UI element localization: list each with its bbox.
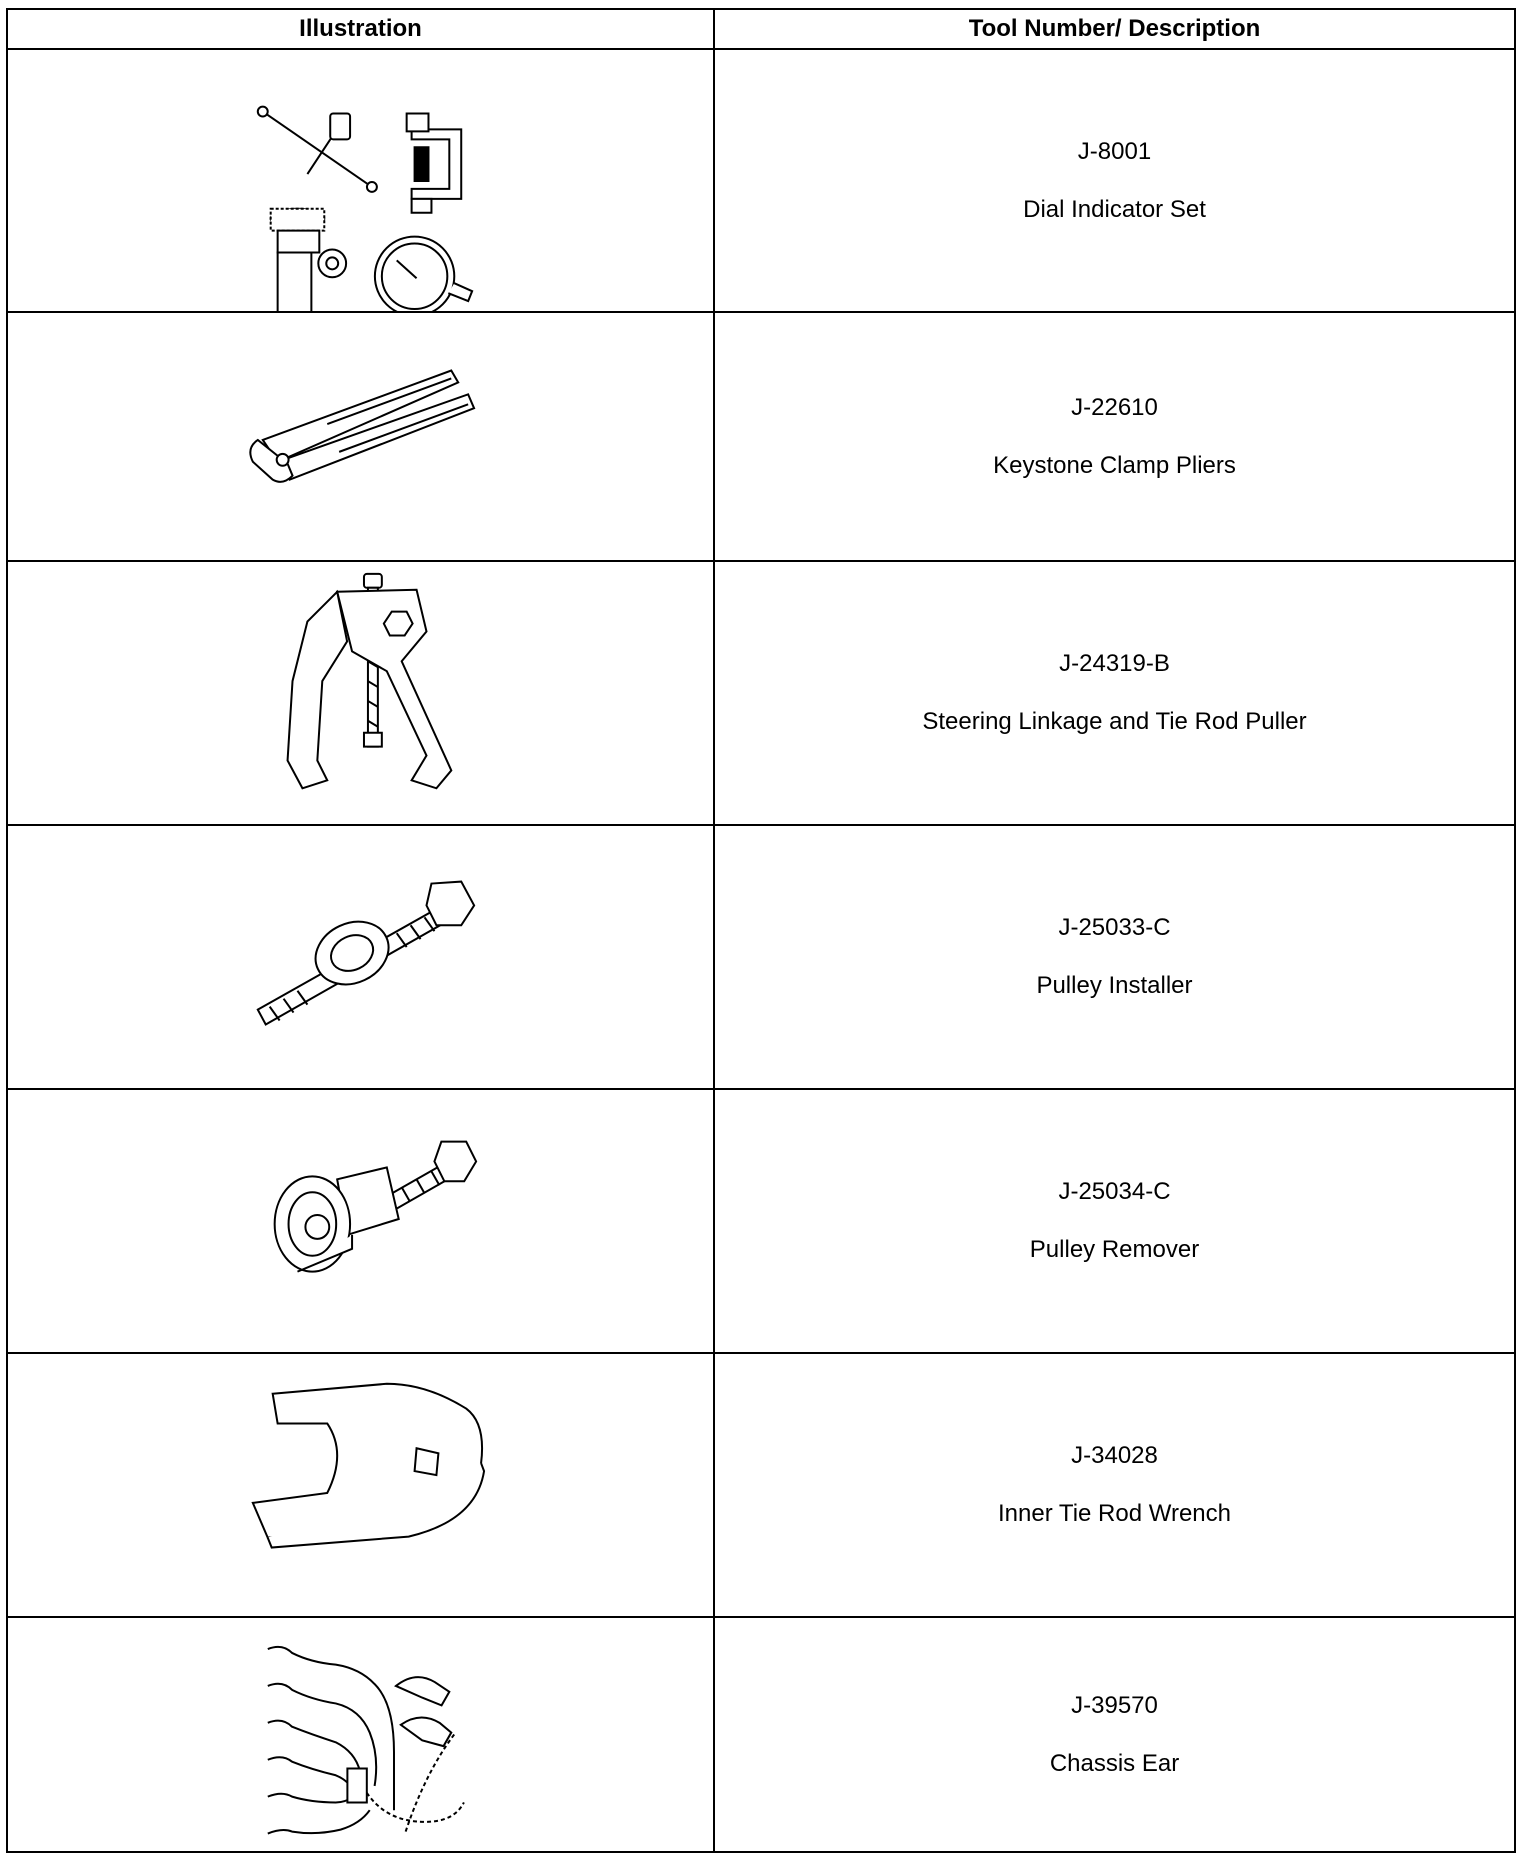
- description-cell: [714, 312, 1515, 561]
- table-row: [7, 312, 1515, 561]
- tool-number: J-8001: [1077, 137, 1152, 165]
- description-cell: [714, 49, 1515, 312]
- description-cell: [714, 1617, 1515, 1852]
- description-cell: [714, 1089, 1515, 1353]
- tool-description: Chassis Ear: [1049, 1749, 1180, 1777]
- header-tool-number-description: Tool Number/ Description: [714, 9, 1515, 49]
- tool-description: Steering Linkage and Tie Rod Puller: [922, 708, 1307, 735]
- tool-number: J-24319-B: [1059, 650, 1170, 677]
- dial-indicator-set-icon: [8, 50, 713, 311]
- tool-description: Inner Tie Rod Wrench: [997, 1500, 1231, 1527]
- tool-number: J-39570: [1071, 1691, 1158, 1719]
- table-row: [7, 825, 1515, 1089]
- description-cell: [714, 561, 1515, 825]
- table-row: [7, 1353, 1515, 1617]
- table-row: [7, 1617, 1515, 1852]
- illustration-cell: [7, 1617, 714, 1852]
- table-row: [7, 1089, 1515, 1353]
- special-tools-table: [6, 8, 1516, 1853]
- illustration-cell: [7, 1353, 714, 1617]
- pulley-installer-icon: [8, 826, 713, 1088]
- illustration-cell: [7, 561, 714, 825]
- tool-number: J-34028: [1071, 1442, 1158, 1469]
- tie-rod-puller-icon: [8, 562, 713, 824]
- tool-number: J-25033-C: [1058, 914, 1171, 941]
- tool-number: J-22610: [1071, 393, 1158, 421]
- keystone-clamp-pliers-icon: [8, 313, 713, 560]
- header-illustration: Illustration: [7, 9, 714, 49]
- tool-description: Keystone Clamp Pliers: [993, 451, 1236, 479]
- table-row: [7, 561, 1515, 825]
- tool-number: J-25034-C: [1058, 1178, 1171, 1205]
- illustration-cell: [7, 825, 714, 1089]
- chassis-ear-icon: [8, 1618, 713, 1851]
- pulley-remover-icon: [8, 1090, 713, 1352]
- tool-description: Dial Indicator Set: [1023, 195, 1206, 223]
- table-header-row: [7, 9, 1515, 49]
- description-cell: [714, 825, 1515, 1089]
- illustration-cell: [7, 312, 714, 561]
- illustration-cell: [7, 1089, 714, 1353]
- tool-description: Pulley Remover: [1029, 1236, 1200, 1263]
- inner-tie-rod-wrench-icon: [8, 1354, 713, 1616]
- tool-description: Pulley Installer: [1036, 972, 1193, 999]
- table-row: [7, 49, 1515, 312]
- illustration-cell: [7, 49, 714, 312]
- description-cell: [714, 1353, 1515, 1617]
